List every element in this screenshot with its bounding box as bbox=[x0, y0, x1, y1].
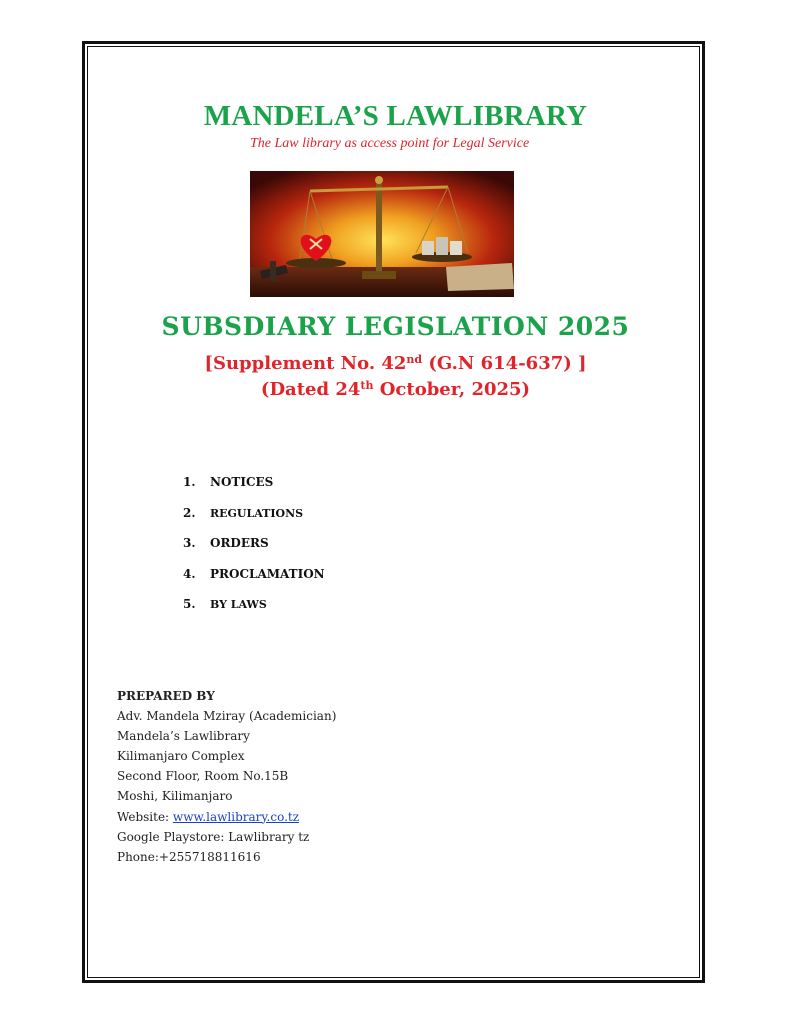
room: Second Floor, Room No.15B bbox=[117, 769, 289, 784]
list-item: 4. PROCLAMATION bbox=[183, 566, 325, 581]
org-name: Mandela’s Lawlibrary bbox=[117, 729, 250, 744]
brand-title: MANDELA’S LAWLIBRARY bbox=[203, 100, 588, 132]
website-link[interactable]: www.lawlibrary.co.tz bbox=[172, 809, 300, 824]
dated-line: (Dated 24th October, 2025) bbox=[260, 379, 531, 400]
website-line: Website: www.lawlibrary.co.tz bbox=[117, 809, 300, 824]
list-item: 2. REGULATIONS bbox=[183, 505, 304, 520]
author-name: Adv. Mandela Mziray (Academician) bbox=[117, 709, 337, 724]
prepared-by-block bbox=[117, 689, 336, 870]
contents-list bbox=[183, 475, 325, 628]
list-item: 1. NOTICES bbox=[183, 475, 274, 489]
brand-tagline: The Law library as access point for Legal Service bbox=[250, 136, 530, 151]
phone: Phone:+255718811616 bbox=[117, 849, 261, 864]
playstore: Google Playstore: Lawlibrary tz bbox=[117, 829, 310, 844]
list-item: 5. BY LAWS bbox=[183, 597, 267, 611]
city: Moshi, Kilimanjaro bbox=[117, 789, 233, 804]
list-item: 3. ORDERS bbox=[183, 536, 269, 550]
building: Kilimanjaro Complex bbox=[117, 749, 245, 764]
scales-of-justice-icon bbox=[250, 171, 514, 297]
supplement-line: [Supplement No. 42nd (G.N 614-637) ] bbox=[204, 353, 587, 374]
document-title: SUBSDIARY LEGISLATION 2025 bbox=[161, 312, 630, 341]
prepared-heading: PREPARED BY bbox=[117, 689, 215, 703]
